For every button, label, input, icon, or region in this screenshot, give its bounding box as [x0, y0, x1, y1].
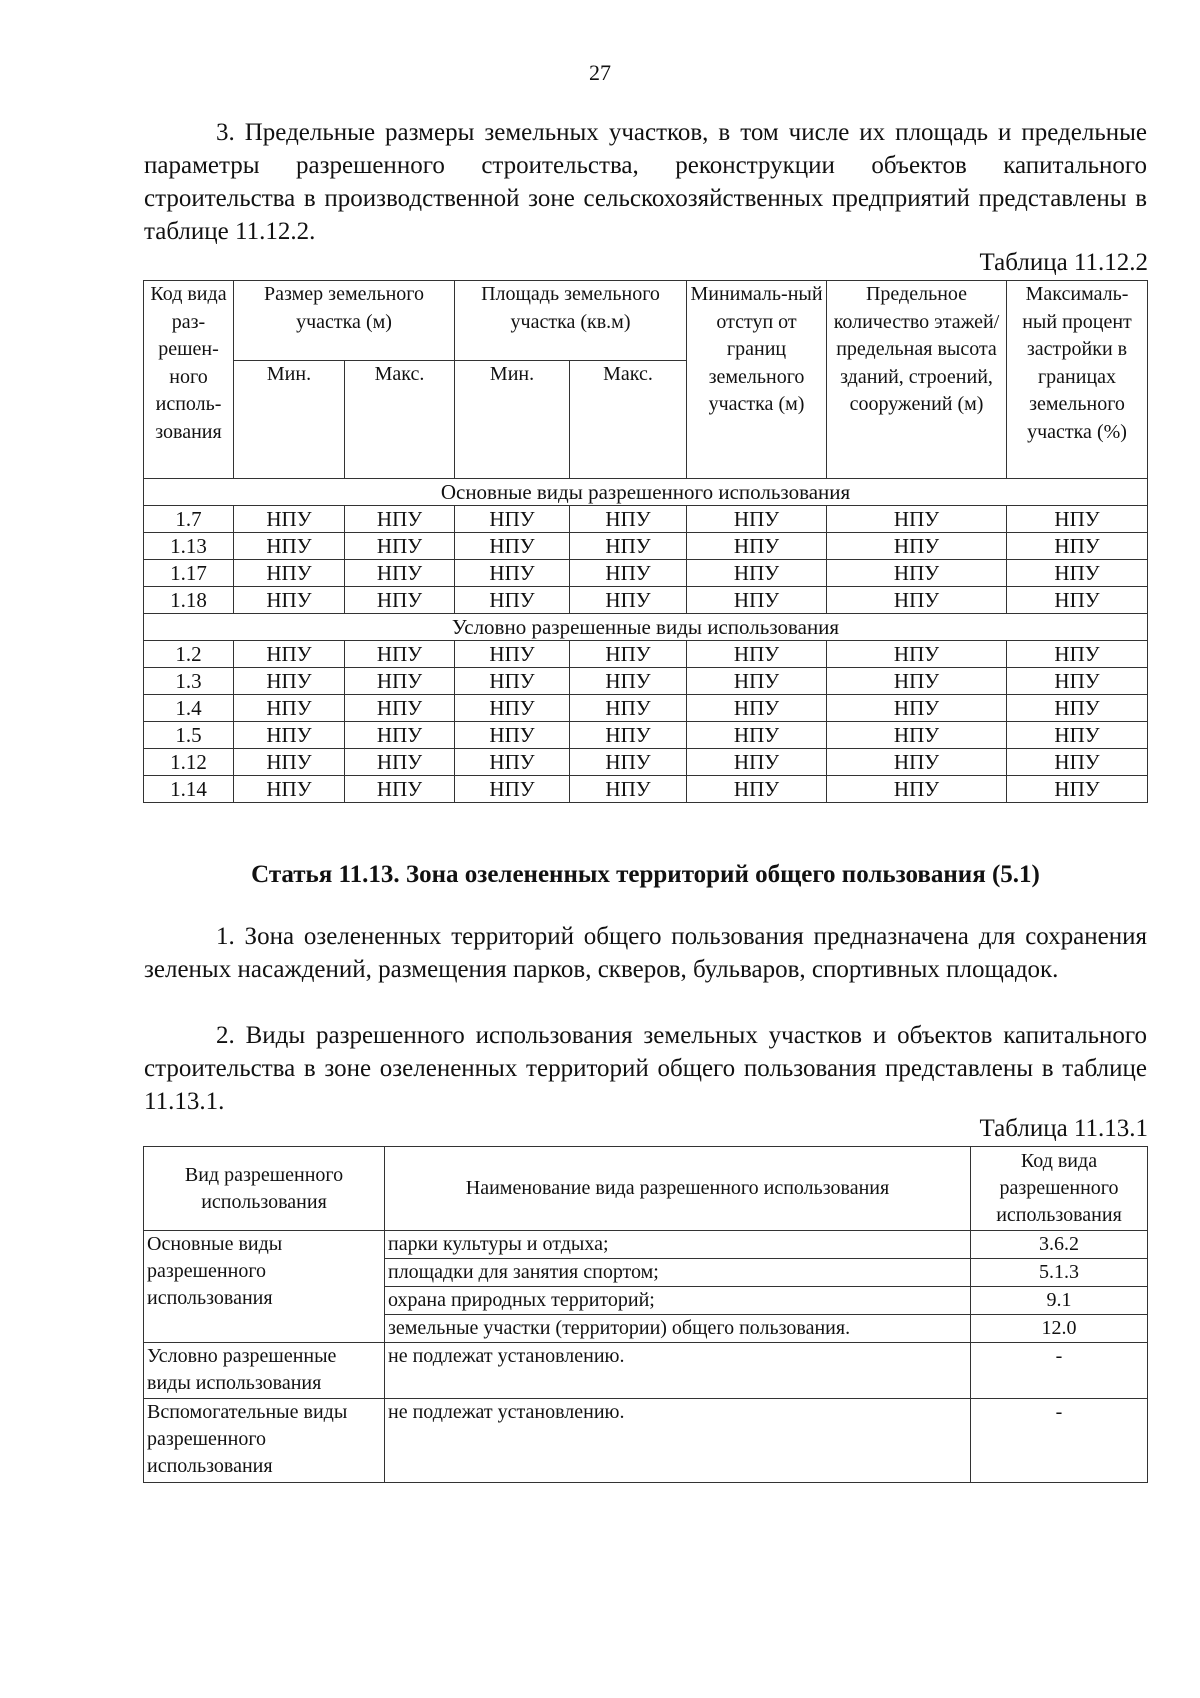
value-cell: НПУ	[827, 533, 1007, 560]
use-code-cell: 1.5	[144, 722, 234, 749]
header-code: Код вида раз-решен-ного исполь-зования	[144, 281, 234, 479]
value-cell: НПУ	[345, 560, 455, 587]
value-cell: НПУ	[345, 641, 455, 668]
value-cell: НПУ	[345, 506, 455, 533]
value-cell: НПУ	[345, 533, 455, 560]
value-cell: НПУ	[570, 560, 687, 587]
use-code-cell: 1.14	[144, 776, 234, 803]
table-row	[144, 587, 1148, 614]
value-cell: НПУ	[1007, 668, 1148, 695]
value-cell: НПУ	[570, 749, 687, 776]
paragraph-zone-purpose: 1. Зона озелененных территорий общего пользования предназначена для сохранения зеленых насаждений, размещения парков, скверов, бульваров, спортивных площадок.	[144, 923, 1147, 983]
value-cell: НПУ	[234, 749, 345, 776]
auxiliary-uses-label: Вспомогательные виды разрешенного использования	[144, 1399, 385, 1483]
value-cell: НПУ	[455, 506, 570, 533]
header-offset: Минималь-ный отступ от границ земельного участка (м)	[687, 281, 827, 479]
value-cell: НПУ	[234, 560, 345, 587]
header-size: Размер земельного участка (м)	[234, 281, 455, 361]
value-cell: НПУ	[1007, 722, 1148, 749]
use-code-cell: 1.2	[144, 641, 234, 668]
use-code-cell: 1.13	[144, 533, 234, 560]
value-cell: НПУ	[687, 641, 827, 668]
use-name: площадки для занятия спортом;	[385, 1259, 971, 1287]
value-cell: НПУ	[455, 722, 570, 749]
value-cell: НПУ	[570, 776, 687, 803]
value-cell: НПУ	[570, 641, 687, 668]
section-row	[144, 614, 1148, 641]
table-row	[144, 560, 1148, 587]
value-cell: НПУ	[570, 533, 687, 560]
use-code-cell: 1.3	[144, 668, 234, 695]
main-uses-label: Основные виды разрешенного использования	[144, 1231, 385, 1343]
header-area: Площадь земельного участка (кв.м)	[455, 281, 687, 361]
use-code: -	[971, 1343, 1148, 1399]
value-cell: НПУ	[827, 749, 1007, 776]
header-floors: Предельное количество этажей/ предельная высота зданий, строений, сооружений (м)	[827, 281, 1007, 479]
use-name: не подлежат установлению.	[385, 1399, 971, 1483]
value-cell: НПУ	[455, 776, 570, 803]
value-cell: НПУ	[455, 560, 570, 587]
value-cell: НПУ	[827, 587, 1007, 614]
table-row	[144, 776, 1148, 803]
uses-table	[143, 1146, 1148, 1483]
use-name: парки культуры и отдыха;	[385, 1231, 971, 1259]
value-cell: НПУ	[687, 533, 827, 560]
value-cell: НПУ	[234, 587, 345, 614]
value-cell: НПУ	[687, 722, 827, 749]
value-cell: НПУ	[687, 587, 827, 614]
table-row	[144, 695, 1148, 722]
table-row	[144, 749, 1148, 776]
use-code-cell: 1.7	[144, 506, 234, 533]
table-row	[144, 1343, 1148, 1399]
header-area-max: Макс.	[570, 361, 687, 479]
value-cell: НПУ	[1007, 506, 1148, 533]
value-cell: НПУ	[455, 749, 570, 776]
table-row	[144, 668, 1148, 695]
value-cell: НПУ	[827, 506, 1007, 533]
use-code-cell: 1.17	[144, 560, 234, 587]
conditional-uses-label: Условно разрешенные виды использования	[144, 1343, 385, 1399]
value-cell: НПУ	[234, 776, 345, 803]
value-cell: НПУ	[234, 641, 345, 668]
value-cell: НПУ	[1007, 560, 1148, 587]
section-row	[144, 479, 1148, 506]
use-code: 12.0	[971, 1315, 1148, 1343]
value-cell: НПУ	[1007, 695, 1148, 722]
value-cell: НПУ	[234, 722, 345, 749]
page-number: 27	[589, 60, 611, 85]
use-code-cell: 1.12	[144, 749, 234, 776]
paragraph-limits-intro: 3. Предельные размеры земельных участков, в том числе их площадь и предельные параметры разрешенного строительства, реконструкции объектов капитального строительства в производственной зоне сельскохозяйственных предприятий представлены в таблице 11.12.2.	[144, 119, 1147, 245]
value-cell: НПУ	[1007, 776, 1148, 803]
article-title: Статья 11.13. Зона озелененных территорий общего пользования (5.1)	[251, 861, 1040, 888]
value-cell: НПУ	[687, 560, 827, 587]
header-use-name: Наименование вида разрешенного использования	[385, 1147, 971, 1231]
value-cell: НПУ	[234, 695, 345, 722]
header-size-min: Мин.	[234, 361, 345, 479]
value-cell: НПУ	[687, 506, 827, 533]
value-cell: НПУ	[345, 695, 455, 722]
table-row	[144, 506, 1148, 533]
section-title: Основные виды разрешенного использования	[144, 479, 1148, 506]
use-code-cell: 1.18	[144, 587, 234, 614]
value-cell: НПУ	[1007, 641, 1148, 668]
header-area-min: Мин.	[455, 361, 570, 479]
header-use-type: Вид разрешенного использования	[144, 1147, 385, 1231]
table-row	[144, 641, 1148, 668]
value-cell: НПУ	[345, 749, 455, 776]
use-name: охрана природных территорий;	[385, 1287, 971, 1315]
value-cell: НПУ	[827, 641, 1007, 668]
header-size-max: Макс.	[345, 361, 455, 479]
value-cell: НПУ	[234, 506, 345, 533]
value-cell: НПУ	[827, 560, 1007, 587]
header-coverage: Максималь-ный процент застройки в границах земельного участка (%)	[1007, 281, 1148, 479]
value-cell: НПУ	[827, 722, 1007, 749]
value-cell: НПУ	[1007, 587, 1148, 614]
table-row	[144, 1399, 1148, 1483]
value-cell: НПУ	[345, 776, 455, 803]
value-cell: НПУ	[1007, 533, 1148, 560]
table-row	[144, 722, 1148, 749]
value-cell: НПУ	[827, 668, 1007, 695]
value-cell: НПУ	[455, 533, 570, 560]
use-code: 9.1	[971, 1287, 1148, 1315]
value-cell: НПУ	[827, 776, 1007, 803]
value-cell: НПУ	[455, 641, 570, 668]
value-cell: НПУ	[827, 695, 1007, 722]
table-row	[144, 1231, 1148, 1259]
value-cell: НПУ	[455, 668, 570, 695]
value-cell: НПУ	[455, 587, 570, 614]
value-cell: НПУ	[687, 749, 827, 776]
use-code-cell: 1.4	[144, 695, 234, 722]
value-cell: НПУ	[570, 506, 687, 533]
section-title: Условно разрешенные виды использования	[144, 614, 1148, 641]
value-cell: НПУ	[570, 722, 687, 749]
value-cell: НПУ	[345, 587, 455, 614]
value-cell: НПУ	[570, 668, 687, 695]
value-cell: НПУ	[1007, 749, 1148, 776]
value-cell: НПУ	[687, 695, 827, 722]
table-caption-11-13-1: Таблица 11.13.1	[979, 1115, 1148, 1142]
value-cell: НПУ	[234, 668, 345, 695]
use-code: 5.1.3	[971, 1259, 1148, 1287]
value-cell: НПУ	[345, 668, 455, 695]
use-code: -	[971, 1399, 1148, 1483]
table-caption-11-12-2: Таблица 11.12.2	[979, 249, 1148, 276]
header-use-code: Код вида разрешенного использования	[971, 1147, 1148, 1231]
value-cell: НПУ	[234, 533, 345, 560]
limits-table	[143, 280, 1148, 803]
use-code: 3.6.2	[971, 1231, 1148, 1259]
table-row	[144, 533, 1148, 560]
value-cell: НПУ	[570, 695, 687, 722]
value-cell: НПУ	[345, 722, 455, 749]
use-name: земельные участки (территории) общего пользования.	[385, 1315, 971, 1343]
paragraph-zone-uses: 2. Виды разрешенного использования земельных участков и объектов капитального строительства в зоне озелененных территорий общего пользования представлены в таблице 11.13.1.	[144, 1022, 1147, 1115]
value-cell: НПУ	[570, 587, 687, 614]
value-cell: НПУ	[687, 776, 827, 803]
use-name: не подлежат установлению.	[385, 1343, 971, 1399]
value-cell: НПУ	[455, 695, 570, 722]
value-cell: НПУ	[687, 668, 827, 695]
